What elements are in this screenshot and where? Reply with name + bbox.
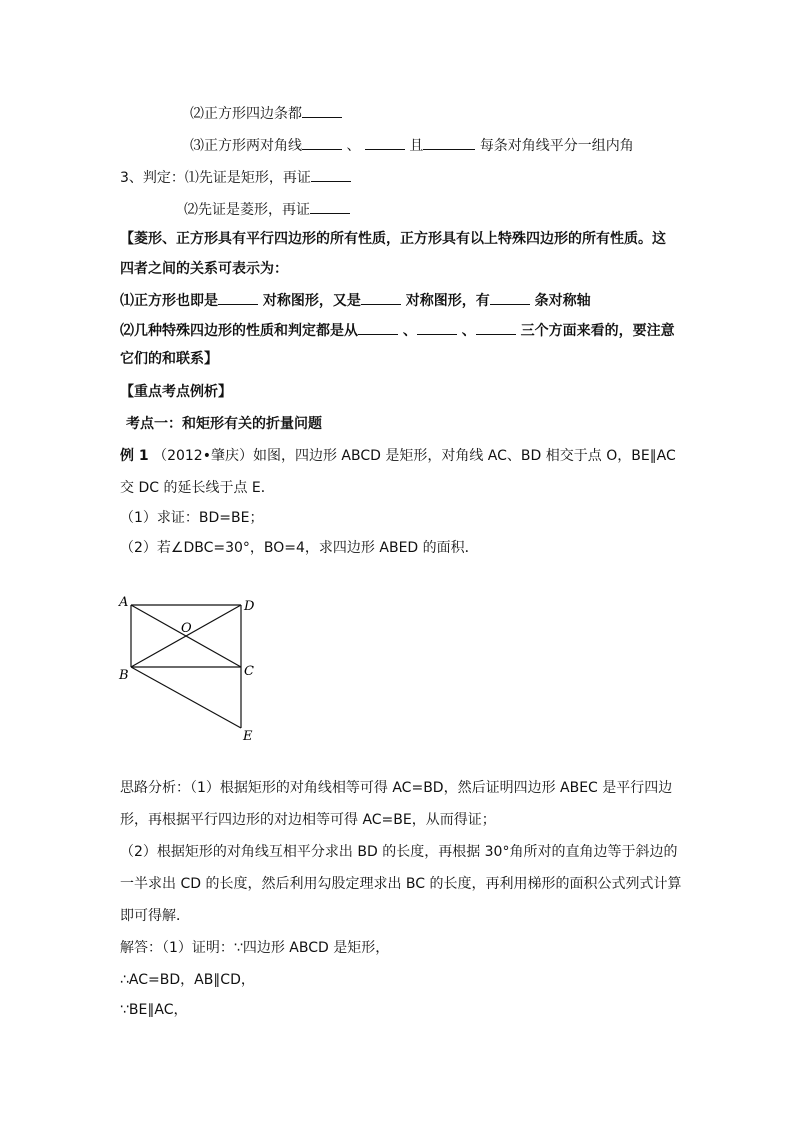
- square-sides-text: ⑵正方形四边条都: [190, 106, 302, 122]
- answer-blank[interactable]: [476, 319, 516, 335]
- note-line-5: 它们的和联系】: [120, 351, 218, 367]
- note-text: 对称图形，有: [405, 293, 490, 309]
- square-property-sides: [190, 102, 342, 124]
- answer-blank[interactable]: [302, 102, 342, 118]
- answer-blank[interactable]: [365, 134, 405, 150]
- analysis-line-3: （2）根据矩形的对角线互相平分求出 BD 的长度，再根据 30°角所对的直角边等于斜边的: [120, 844, 678, 860]
- note-text: ⑴正方形也即是: [120, 293, 218, 309]
- segment-be: [131, 667, 241, 728]
- analysis-line-1: 思路分析：（1）根据矩形的对角线相等可得 AC=BD，然后证明四边形 ABEC 是平行四边: [120, 780, 673, 796]
- vertex-label-c: C: [244, 664, 254, 679]
- vertex-label-d: D: [244, 599, 255, 614]
- judgement-line-2: [184, 198, 350, 220]
- solution-line-2: ∴AC=BD，AB∥CD，: [120, 972, 255, 988]
- example-line-2: 交 DC 的延长线于点 E．: [120, 480, 275, 496]
- answer-blank[interactable]: [311, 166, 351, 182]
- square-property-diagonals: [190, 134, 634, 156]
- answer-blank[interactable]: [361, 289, 401, 305]
- answer-blank[interactable]: [423, 134, 475, 150]
- judgement-text-1: 3、判定：⑴先证是矩形，再证: [120, 170, 311, 186]
- note-text: 三个方面来看的，要注意: [520, 323, 675, 339]
- answer-blank[interactable]: [302, 134, 342, 150]
- note-text: 条对称轴: [534, 293, 591, 309]
- solution-line-3: ∵BE∥AC，: [120, 1002, 188, 1018]
- separator-text: 、: [461, 323, 476, 339]
- connector-text: 且: [409, 138, 424, 154]
- solution-line-1: 解答：（1）证明：∵四边形 ABCD 是矩形，: [120, 940, 390, 956]
- question-2: （2）若∠DBC=30°，BO=4，求四边形 ABED 的面积．: [120, 540, 479, 556]
- answer-blank[interactable]: [218, 289, 258, 305]
- answer-blank[interactable]: [490, 289, 530, 305]
- section-title: 【重点考点例析】: [120, 384, 232, 400]
- judgement-line-1: [120, 166, 351, 188]
- key-point-heading: 考点一：和矩形有关的折量问题: [126, 416, 322, 432]
- note-line-3: [120, 289, 591, 311]
- example-label: 例 1: [120, 448, 149, 464]
- judgement-text-2: ⑵先证是菱形，再证: [184, 202, 310, 218]
- question-1: （1）求证：BD=BE；: [120, 510, 264, 526]
- analysis-line-5: 即可得解．: [120, 908, 190, 924]
- answer-blank[interactable]: [417, 319, 457, 335]
- note-line-1: 【菱形、正方形具有平行四边形的所有性质，正方形具有以上特殊四边形的所有性质。这: [120, 231, 666, 247]
- analysis-line-2: 形，再根据平行四边形的对边相等可得 AC=BE，从而得证；: [120, 812, 496, 828]
- point-label-e: E: [243, 729, 253, 744]
- example-line-1: [120, 446, 676, 466]
- answer-blank[interactable]: [310, 198, 350, 214]
- separator-text: 、: [402, 323, 417, 339]
- separator-text: 、: [346, 138, 361, 154]
- point-label-o: O: [181, 621, 192, 636]
- property-text: 每条对角线平分一组内角: [479, 138, 634, 154]
- example-text: （2012•肇庆）如图，四边形 ABCD 是矩形，对角线 AC、BD 相交于点 O，BE∥AC: [153, 448, 676, 464]
- analysis-line-4: 一半求出 CD 的长度，然后利用勾股定理求出 BC 的长度，再利用梯形的面积公式列式计算: [120, 876, 682, 892]
- note-text: ⑵几种特殊四边形的性质和判定都是从: [120, 323, 358, 339]
- answer-blank[interactable]: [358, 319, 398, 335]
- vertex-label-b: B: [119, 668, 129, 683]
- square-diagonals-text: ⑶正方形两对角线: [190, 138, 302, 154]
- note-line-2: 四者之间的关系可表示为：: [120, 261, 288, 277]
- vertex-label-a: A: [119, 595, 129, 610]
- note-text: 对称图形，又是: [262, 293, 361, 309]
- note-line-4: [120, 319, 675, 341]
- geometry-figure: [110, 588, 290, 748]
